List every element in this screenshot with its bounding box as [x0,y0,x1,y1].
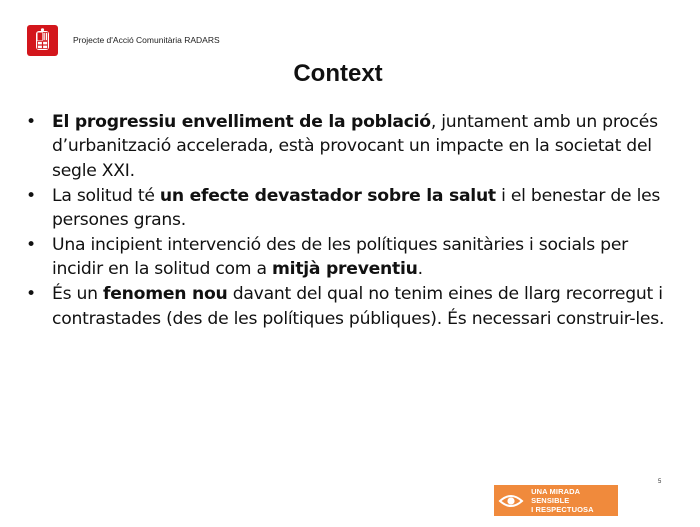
bullet-2-bold: un efecte devastador sobre la salut [159,185,496,206]
city-logo [27,25,58,56]
bullet-item-3 [26,233,666,282]
bullet-3-bold: mitjà preventiu [272,259,418,280]
bullet-4-text-b: davant del qual no tenim eines de llarg recorregut i contrastades (des de les polítiques públiques). És necessari construir-les. [52,284,665,329]
bullet-glyph: • [26,284,36,305]
banner-text [527,487,618,514]
bullet-3-text-a: Una incipient intervenció des de les polítiques sanitàries i socials per incidir en la solitud com a [52,235,628,280]
bullet-item-4 [26,282,666,331]
bullet-2-text-a: La solitud té [52,185,160,206]
bullet-4-bold: fenomen nou [103,284,228,305]
shield-icon [27,25,58,56]
project-header: Projecte d'Acció Comunitària RADARS [73,35,220,45]
bullet-4-text-a: És un [52,284,104,305]
eye-icon [494,485,527,516]
slide-title: Context [293,60,383,87]
banner-line-1: UNA MIRADA SENSIBLE [531,487,580,505]
banner-line-2: I RESPECTUOSA [531,505,594,514]
bullet-1-bold: El progressiu envelliment de la població [52,112,431,132]
page-number: 5 [658,479,662,485]
bullet-glyph: • [26,112,36,132]
bullet-glyph: • [26,185,36,206]
footer-banner [494,485,618,516]
bullet-1-text: , juntament amb un procés d’urbanització accelerada, està provocant un impacte en la societat del segle XXI. [52,112,658,181]
bullet-glyph: • [26,235,36,256]
bullet-item-2 [26,184,666,233]
bullet-2-text-b: i el benestar de les persones grans. [52,185,661,231]
bullet-list [26,110,666,332]
bullet-item-1 [26,110,666,183]
bullet-3-text-b: . [417,259,423,280]
